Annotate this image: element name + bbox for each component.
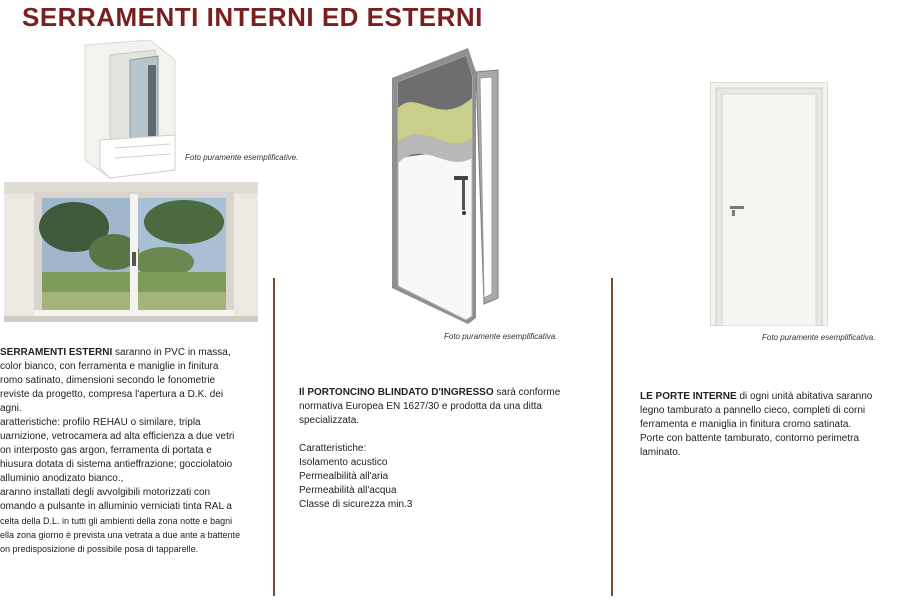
feature-item: Permeabilità all'acqua — [299, 485, 397, 496]
caption-door-interior: Foto puramente esemplificativa. — [762, 333, 876, 342]
text-porte-interne: LE PORTE INTERNE di ogni unità abitativa saranno legno tamburato a pannello cieco, completi di corni ferramenta e maniglia in finitura cromo satinata. Porte con battente tamburato, contorno perimetra laminato. — [640, 391, 873, 458]
window-photo — [4, 182, 258, 322]
security-door-image — [388, 48, 508, 326]
feature-item: Isolamento acustico — [299, 457, 388, 468]
lead-porte-interne: LE PORTE INTERNE — [640, 391, 737, 402]
interior-door-image — [710, 82, 828, 326]
text-portoncino-blindato: Il PORTONCINO BLINDATO D'INGRESSO sarà conforme normativa Europea EN 1627/30 e prodotta da una ditta specializzata. Caratteristiche: Isolamento acustico Permealbilità all'aria Permeabilità all'acqua Classe di sicurezza min.3 — [299, 386, 589, 512]
feature-item: Permealbilità all'aria — [299, 471, 389, 482]
lead-serramenti-esterni: SERRAMENTI ESTERNI — [0, 347, 113, 358]
page-title: SERRAMENTI INTERNI ED ESTERNI — [22, 2, 483, 32]
feature-item: Classe di sicurezza min.3 — [299, 499, 413, 510]
lead-portoncino: Il PORTONCINO BLINDATO D'INGRESSO — [299, 387, 494, 398]
caption-window-profile: Foto puramente esemplificative. — [185, 153, 299, 162]
text-serramenti-esterni: SERRAMENTI ESTERNI saranno in PVC in massa, color bianco, con ferramenta e maniglie in finitura romo satinato, dimensioni secondo le fonometrie reviste da progetto, compresa l'apertura a D.K. dei agni. aratteristiche: profilo REHAU o similare, tripla uarnizione, vetrocamera ad alta efficienza a due vetri on interposto gas argon, ferramenta di portata e hiusura dotata di sistema antieffrazione; gocciolatoio alluminio anodizato bianco., aranno installati degli avvolgibili motorizzati con omando a pulsante in alluminio verniciati tinta RAL a celta della D.L. in tutti gli ambienti della zona notte e bagni ella zona giorno è prevista una vetrata a due ante a battente on predisposizione di possibile posa di tapparelle. — [0, 347, 241, 554]
divider-right — [611, 278, 613, 596]
window-profile-image — [80, 40, 180, 180]
divider-left — [273, 278, 275, 596]
caption-door-security: Foto puramente esemplificativa. — [444, 332, 558, 341]
features-heading: Caratteristiche: — [299, 443, 367, 454]
